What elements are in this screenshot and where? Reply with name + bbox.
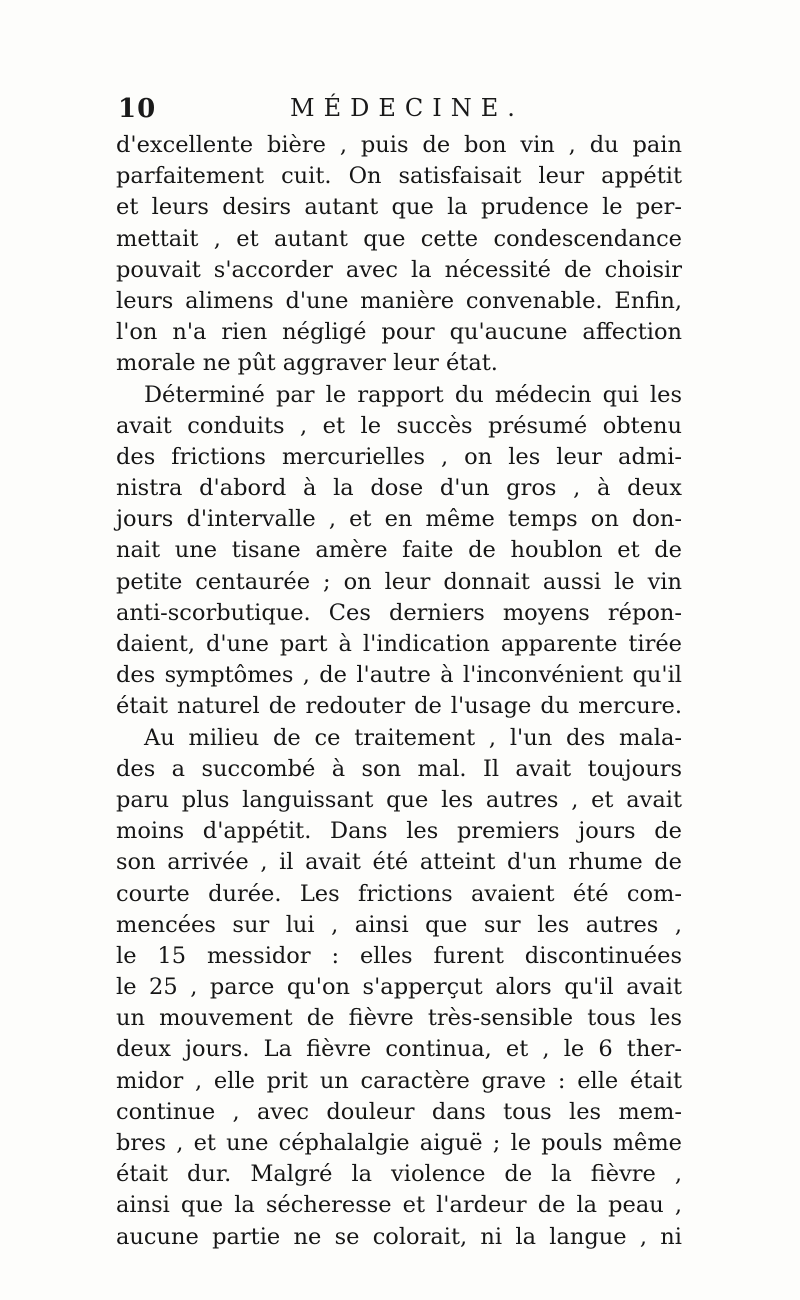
- text-line: petite centaurée ; on leur donnait aussi le vin: [116, 568, 682, 595]
- text-line: anti-scorbutique. Ces derniers moyens répon-: [116, 599, 682, 626]
- text-line: le 15 messidor : elles furent discontinuées: [116, 942, 682, 969]
- text-line: avait conduits , et le succès présumé obtenu: [116, 412, 682, 439]
- text-line: et leurs desirs autant que la prudence le per-: [116, 194, 682, 221]
- text-line: son arrivée , il avait été atteint d'un rhume de: [116, 849, 682, 876]
- page-header: [118, 94, 688, 134]
- text-line: deux jours. La fièvre continua, et , le 6 ther-: [116, 1036, 682, 1063]
- text-line: mencées sur lui , ainsi que sur les autres ,: [116, 911, 682, 938]
- text-line: l'on n'a rien négligé pour qu'aucune affection: [116, 319, 682, 346]
- text-line: paru plus languissant que les autres , et avait: [116, 786, 682, 813]
- text-line: était naturel de redouter de l'usage du mercure.: [116, 693, 682, 720]
- text-line: leurs alimens d'une manière convenable. Enfin,: [116, 287, 682, 314]
- text-line: daient, d'une part à l'indication apparente tirée: [116, 631, 682, 657]
- text-line: ainsi que la sécheresse et l'ardeur de la peau ,: [116, 1192, 682, 1219]
- text-line: continue , avec douleur dans tous les mem-: [116, 1098, 682, 1125]
- text-line: était dur. Malgré la violence de la fièvre ,: [116, 1161, 682, 1188]
- text-line: moins d'appétit. Dans les premiers jours de: [116, 818, 682, 845]
- text-line: pouvait s'accorder avec la nécessité de choisir: [116, 256, 682, 283]
- body-text: [116, 130, 682, 1253]
- text-line: nait une tisane amère faite de houblon et de: [116, 537, 682, 564]
- text-line: mettait , et autant que cette condescendance: [116, 225, 682, 252]
- text-line: bres , et une céphalalgie aiguë ; le pouls même: [116, 1130, 682, 1156]
- running-title: MÉDECINE.: [290, 94, 524, 122]
- text-line: courte durée. Les frictions avaient été com-: [116, 880, 682, 907]
- text-line: des frictions mercurielles , on les leur admi-: [116, 443, 682, 470]
- text-line: parfaitement cuit. On satisfaisait leur appétit: [116, 163, 682, 190]
- text-line: d'excellente bière , puis de bon vin , du pain: [116, 132, 682, 158]
- text-line: Déterminé par le rapport du médecin qui les: [144, 381, 682, 408]
- text-line: midor , elle prit un caractère grave : elle était: [116, 1067, 682, 1094]
- text-line: des a succombé à son mal. Il avait toujours: [116, 755, 682, 782]
- text-line: nistra d'abord à la dose d'un gros , à deux: [116, 475, 682, 502]
- page-number: 10: [118, 94, 157, 124]
- text-line: un mouvement de fièvre très-sensible tous les: [116, 1005, 682, 1032]
- text-line: Au milieu de ce traitement , l'un des mala-: [144, 724, 682, 751]
- text-line: le 25 , parce qu'on s'apperçut alors qu'il avait: [116, 974, 682, 1001]
- text-line: aucune partie ne se colorait, ni la langue , ni: [116, 1223, 682, 1250]
- text-line: des symptômes , de l'autre à l'inconvénient qu'il: [116, 662, 682, 689]
- text-line: morale ne pût aggraver leur état.: [116, 350, 498, 377]
- text-line: jours d'intervalle , et en même temps on don-: [116, 506, 682, 533]
